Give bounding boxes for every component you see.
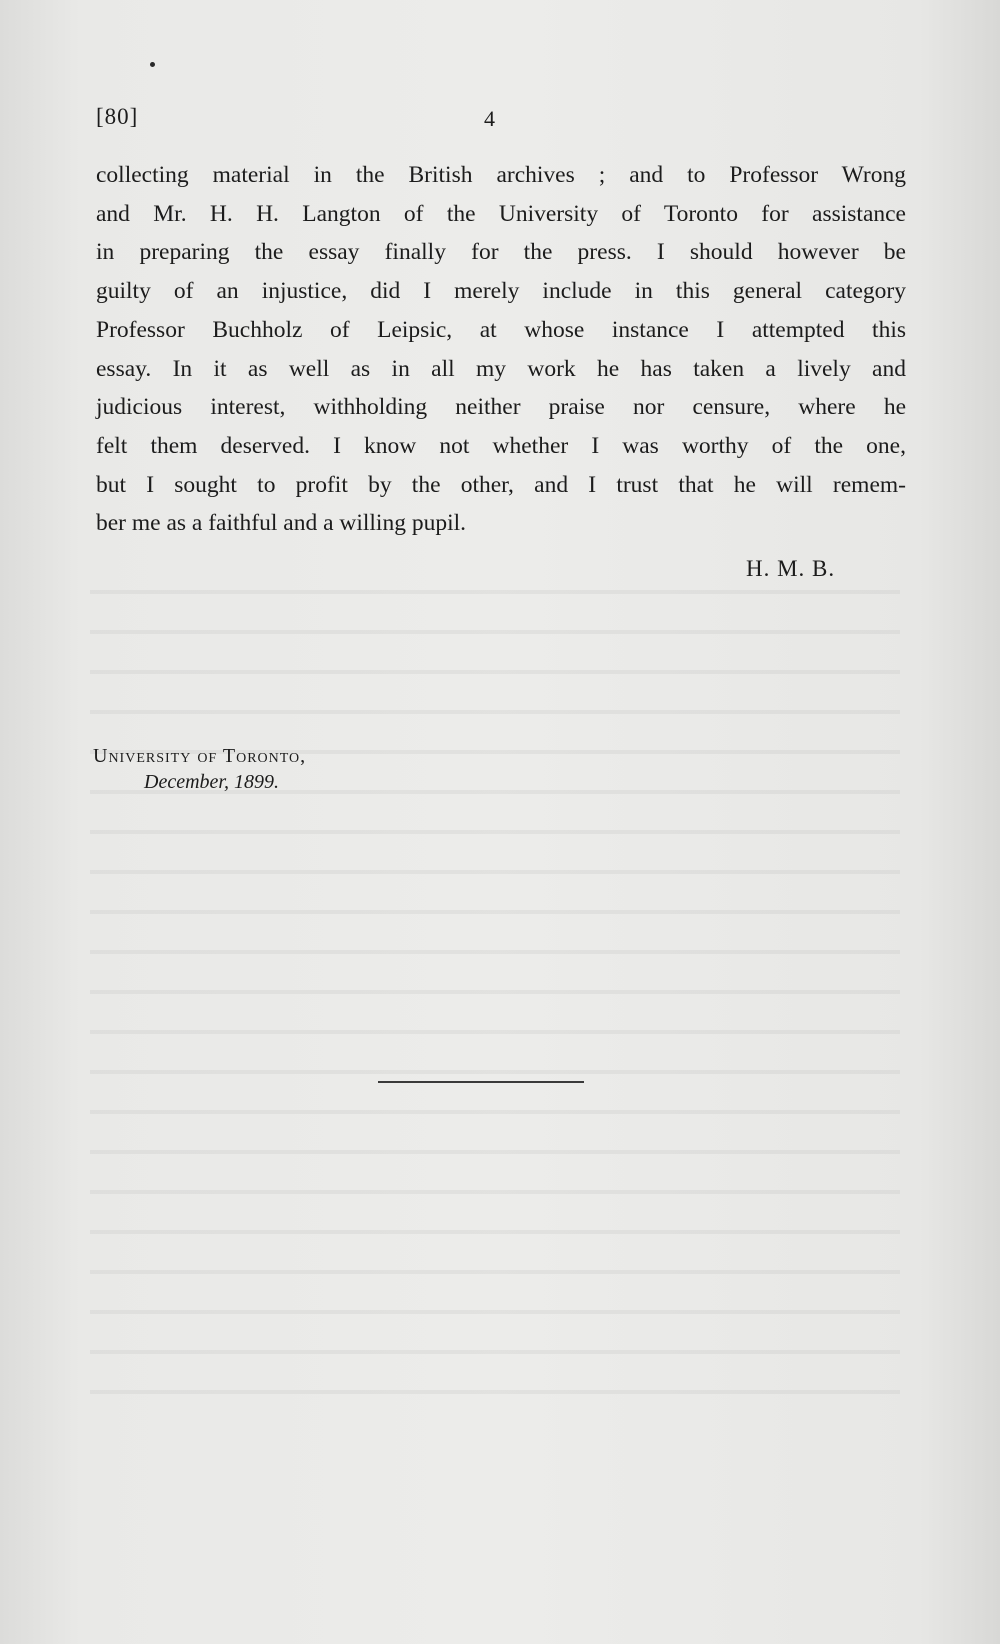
text-line: judicious interest, withholding neither praise nor censure, where he bbox=[96, 394, 906, 421]
horizontal-rule bbox=[378, 1081, 584, 1083]
page-number: 4 bbox=[484, 106, 495, 131]
text-line: and Mr. H. H. Langton of the University of Toronto for assistance bbox=[96, 200, 906, 227]
show-through-texture bbox=[90, 560, 900, 1420]
text-line: ber me as a faithful and a willing pupil. bbox=[96, 510, 467, 537]
text-line: guilty of an injustice, did I merely include in this general category bbox=[96, 278, 906, 305]
affiliation: University of Toronto, bbox=[93, 745, 307, 767]
text-line: felt them deserved. I know not whether I was worthy of the one, bbox=[96, 432, 906, 459]
text-line: collecting material in the British archives ; and to Professor Wrong bbox=[96, 162, 906, 188]
body-paragraph bbox=[96, 156, 906, 543]
page-reference: [80] bbox=[96, 104, 139, 129]
author-initials: H. M. B. bbox=[746, 556, 836, 581]
text-line: in preparing the essay finally for the press. I should however be bbox=[96, 239, 906, 266]
text-line: Professor Buchholz of Leipsic, at whose instance I attempted this bbox=[96, 316, 906, 343]
text-line: but I sought to profit by the other, and I trust that he will remem- bbox=[96, 471, 906, 498]
date-line: December, 1899. bbox=[144, 771, 279, 793]
text-line: essay. In it as well as in all my work he has taken a lively and bbox=[96, 355, 906, 382]
ink-speck bbox=[150, 62, 155, 67]
